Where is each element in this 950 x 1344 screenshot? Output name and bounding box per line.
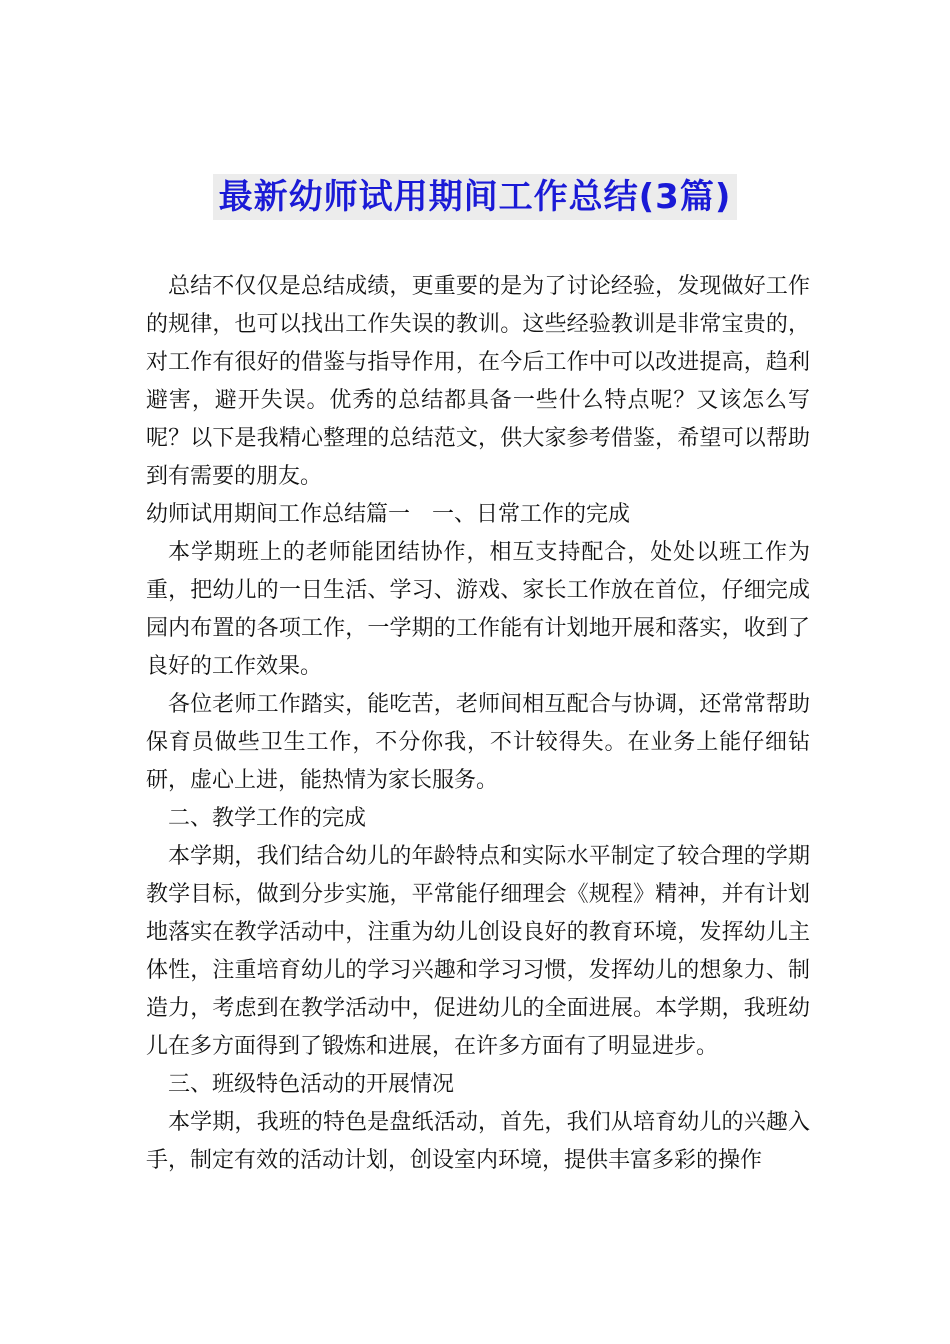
document-title: 最新幼师试用期间工作总结(3篇) — [213, 174, 738, 220]
paragraph-teachers: 各位老师工作踏实，能吃苦，老师间相互配合与协调，还常常帮助保育员做些卫生工作，不分你我，不计较得失。在业务上能仔细钻研，虚心上进，能热情为家长服务。 — [146, 692, 810, 793]
paragraph-daily-work: 本学期班上的老师能团结协作，相互支持配合，处处以班工作为重，把幼儿的一日生活、学习、游戏、家长工作放在首位，仔细完成园内布置的各项工作，一学期的工作能有计划地开展和落实，收到了良好的工作效果。 — [146, 540, 810, 679]
section-heading-line: 幼师试用期间工作总结篇一 一、日常工作的完成 — [146, 502, 631, 527]
heading-class-activities: 三、班级特色活动的开展情况 — [168, 1072, 455, 1097]
paragraph-activities: 本学期，我班的特色是盘纸活动，首先，我们从培育幼儿的兴趣入手，制定有效的活动计划，创设室内环境，提供丰富多彩的操作 — [146, 1110, 810, 1173]
intro-paragraph: 总结不仅仅是总结成绩，更重要的是为了讨论经验，发现做好工作的规律，也可以找出工作失误的教训。这些经验教训是非常宝贵的，对工作有很好的借鉴与指导作用，在今后工作中可以改进提高，趋利避害，避开失误。优秀的总结都具备一些什么特点呢？又该怎么写呢？以下是我精心整理的总结范文，供大家参考借鉴，希望可以帮助到有需要的朋友。 — [146, 274, 810, 489]
paragraph-teaching: 本学期，我们结合幼儿的年龄特点和实际水平制定了较合理的学期教学目标，做到分步实施，平常能仔细理会《规程》精神，并有计划地落实在教学活动中，注重为幼儿创设良好的教育环境，发挥幼儿主体性，注重培育幼儿的学习兴趣和学习习惯，发挥幼儿的想象力、制造力，考虑到在教学活动中，促进幼儿的全面进展。本学期，我班幼儿在多方面得到了锻炼和进展，在许多方面有了明显进步。 — [146, 844, 810, 1059]
heading-teaching-work: 二、教学工作的完成 — [168, 806, 367, 831]
title-container — [0, 174, 950, 220]
document-body — [146, 268, 810, 1180]
